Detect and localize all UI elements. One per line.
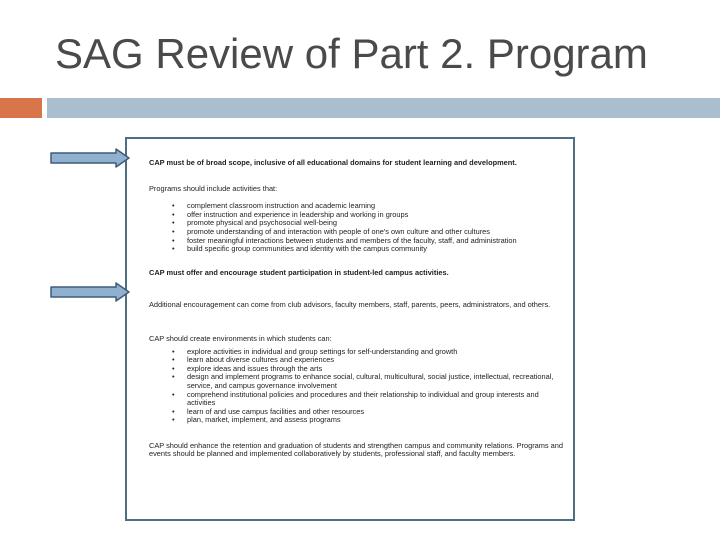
list-item: • design and implement programs to enhance social, cultural, multicultural, social justice, intellectual, recreational, service, and campus governance involvement: [187, 373, 564, 390]
right-arrow-icon: [50, 148, 130, 168]
intro-programs: Programs should include activities that:: [149, 183, 278, 193]
list-item: • foster meaningful interactions between students and members of the faculty, staff, and administration: [187, 237, 564, 246]
paragraph-retention: CAP should enhance the retention and graduation of students and strengthen campus and community relations. Programs and events should be planned and implemented collaboratively by students, professional staff, and faculty members.: [149, 440, 563, 459]
heading-broad-scope: CAP must be of broad scope, inclusive of all educational domains for student learning and development.: [149, 158, 517, 167]
intro-environments: CAP should create environments in which students can:: [149, 333, 332, 343]
list-item: • offer instruction and experience in leadership and working in groups: [187, 211, 564, 220]
list-item: • promote physical and psychosocial well-being: [187, 219, 564, 228]
environments-list: [149, 348, 564, 425]
list-item: • explore ideas and issues through the arts: [187, 365, 564, 374]
accent-bar-blue: [47, 98, 720, 118]
list-item: • learn of and use campus facilities and other resources: [187, 408, 564, 417]
paragraph-encouragement: Additional encouragement can come from club advisors, faculty members, staff, parents, peers, administrators, and others.: [149, 300, 551, 310]
document-body: [149, 159, 564, 459]
list-item: • plan, market, implement, and assess programs: [187, 416, 564, 425]
list-item: • promote understanding of and interaction with people of one's own culture and other cultures: [187, 228, 564, 237]
list-item: • complement classroom instruction and academic learning: [187, 202, 564, 211]
list-item: • learn about diverse cultures and experiences: [187, 356, 564, 365]
document-excerpt: [125, 137, 575, 521]
list-item: • comprehend institutional policies and procedures and their relationship to individual and group interests and activities: [187, 391, 564, 408]
activities-list: [149, 202, 564, 254]
heading-student-participation: CAP must offer and encourage student participation in student-led campus activities.: [149, 267, 449, 277]
accent-bar-orange: [0, 98, 42, 118]
list-item: • build specific group communities and identity with the campus community: [187, 245, 564, 254]
list-item: • explore activities in individual and group settings for self-understanding and growth: [187, 348, 564, 357]
slide-title: SAG Review of Part 2. Program: [55, 30, 648, 77]
right-arrow-icon: [50, 282, 130, 302]
